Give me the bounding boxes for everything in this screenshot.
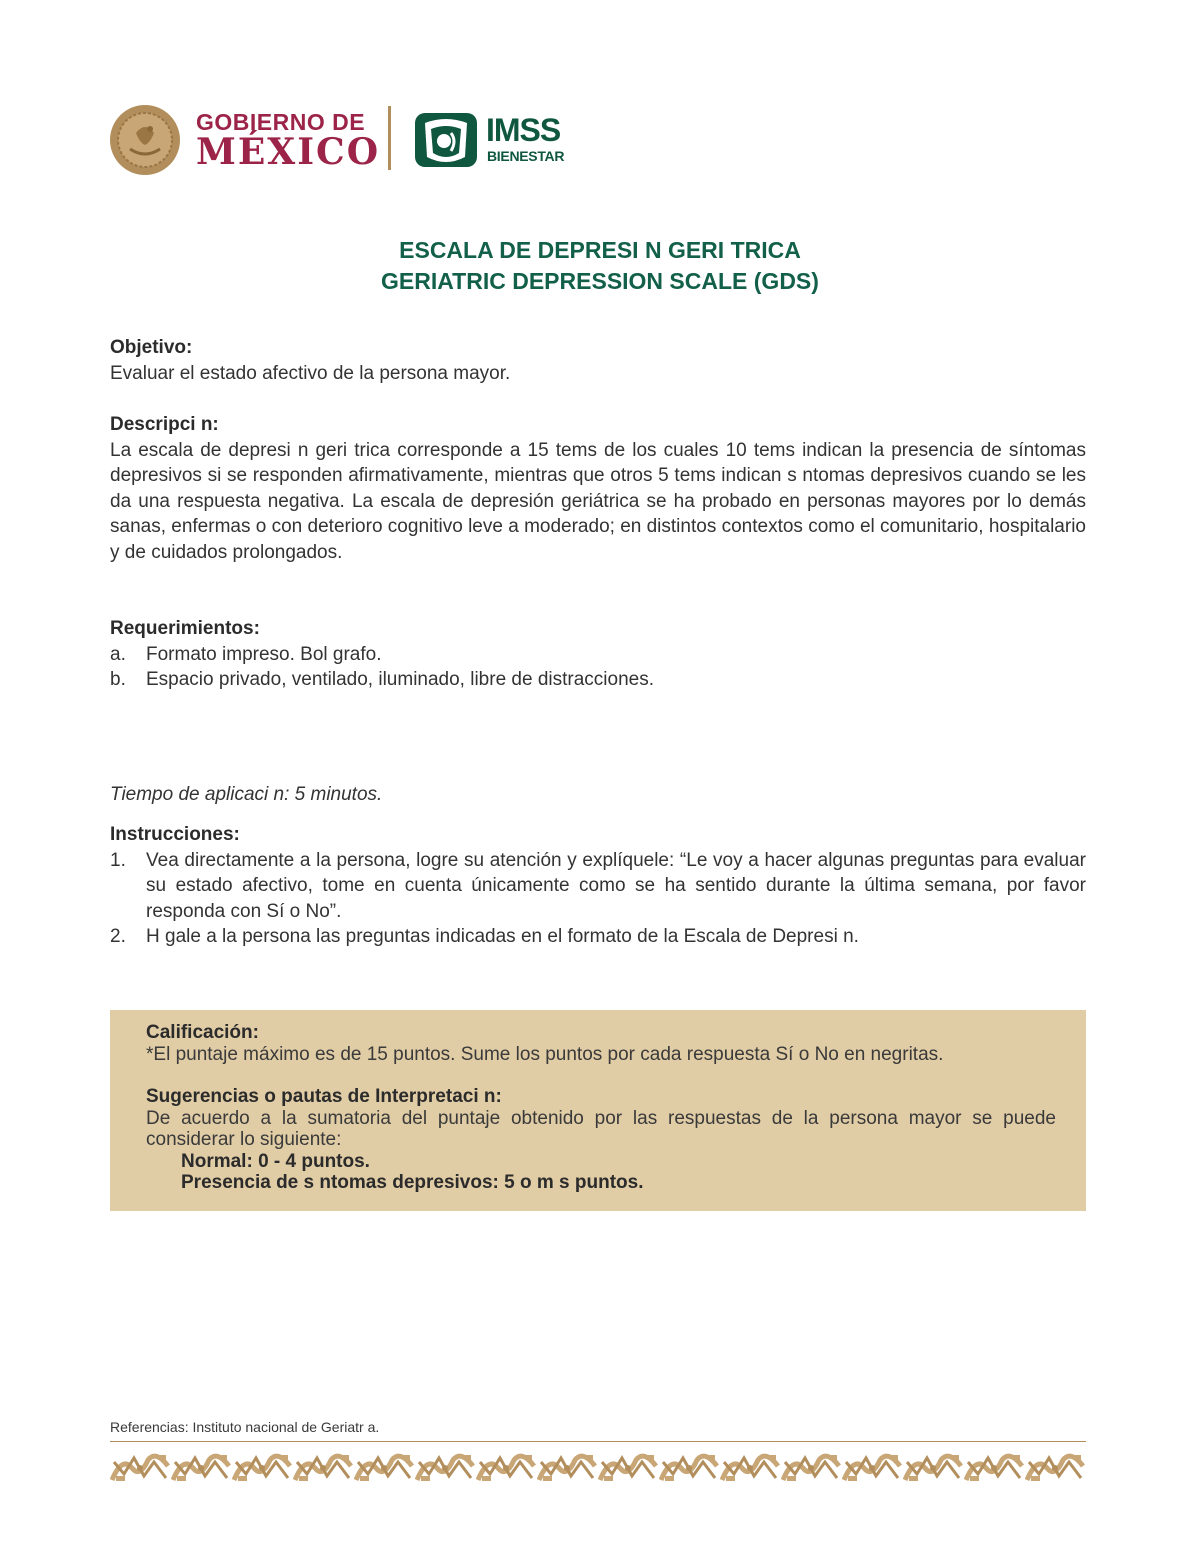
tiempo-aplicacion: Tiempo de aplicaci n: 5 minutos. [110, 784, 383, 805]
normal-range: Normal: 0 - 4 puntos. [181, 1150, 370, 1172]
descripcion-section [110, 412, 1086, 565]
list-marker: a. [110, 643, 126, 665]
coat-of-arms-seal-icon [108, 103, 182, 177]
calificacion-heading: Calificación: [146, 1022, 259, 1043]
list-marker: b. [110, 669, 126, 690]
list-item [110, 667, 1086, 693]
list-text: H gale a la persona las preguntas indicadas en el formato de la Escala de Depresi n. [146, 926, 859, 947]
descripcion-text: La escala de depresi n geri trica corresponde a 15 tems de los cuales 10 tems indican la presencia de síntomas depresivos si se responden afirmativamente, mientras que otros 5 tems indican s ntomas depresivos cuando se les da una respuesta negativa. La escala de depresión geriátrica se ha probado en personas mayores por lo demás sanas, enfermas o con deterioro cognitivo leve a moderado; en distintos contextos como el comunitario, hospitalario y de cuidados prolongados. [110, 439, 1086, 563]
descripcion-heading: Descripci n: [110, 414, 219, 435]
list-marker: 2. [110, 926, 126, 947]
objetivo-heading: Objetivo: [110, 337, 193, 358]
referencias-text: Referencias: Instituto nacional de Geriatr a. [110, 1419, 380, 1435]
list-marker: 1. [110, 849, 126, 871]
bienestar-text: BIENESTAR [487, 148, 565, 164]
page-title-es: ESCALA DE DEPRESI N GERI TRICA [399, 237, 801, 263]
sugerencias-text: De acuerdo a la sumatoria del puntaje obtenido por las respuestas de la persona mayor se puede considerar lo siguiente: [146, 1107, 1056, 1150]
page-title-en: GERIATRIC DEPRESSION SCALE (GDS) [381, 268, 819, 294]
list-text: Formato impreso. Bol grafo. [146, 643, 382, 665]
imss-text: IMSS [486, 112, 561, 148]
requerimientos-section [110, 616, 1086, 693]
depresivo-range: Presencia de s ntomas depresivos: 5 o m s puntos. [181, 1172, 644, 1193]
calificacion-box [110, 1010, 1086, 1211]
logo-divider [388, 106, 391, 170]
list-text: Vea directamente a la persona, logre su atención y explíquele: “Le voy a hacer algunas preguntas para evaluar su estado afectivo, tome en cuenta únicamente como se ha sentido durante la última semana, por favor responda con Sí o No”. [146, 849, 1086, 922]
decorative-pattern-icon [110, 1452, 1086, 1484]
objetivo-section [110, 335, 1086, 386]
list-item [110, 924, 1086, 950]
sugerencias-heading: Sugerencias o pautas de Interpretaci n: [146, 1086, 502, 1107]
list-item [110, 848, 1086, 925]
list-item [110, 642, 1086, 668]
list-text: Espacio privado, ventilado, iluminado, libre de distracciones. [146, 669, 654, 690]
instrucciones-heading: Instrucciones: [110, 824, 240, 845]
requerimientos-heading: Requerimientos: [110, 618, 260, 639]
mexico-text: MÉXICO [196, 131, 381, 173]
gobierno-de-text: GOBIERNO DE [196, 109, 366, 135]
calificacion-text: *El puntaje máximo es de 15 puntos. Sume los puntos por cada respuesta Sí o No en negritas. [146, 1043, 944, 1065]
objetivo-text: Evaluar el estado afectivo de la persona mayor. [110, 362, 511, 384]
instrucciones-section [110, 822, 1086, 950]
footer-divider [110, 1441, 1086, 1442]
imss-emblem-icon [413, 111, 479, 169]
